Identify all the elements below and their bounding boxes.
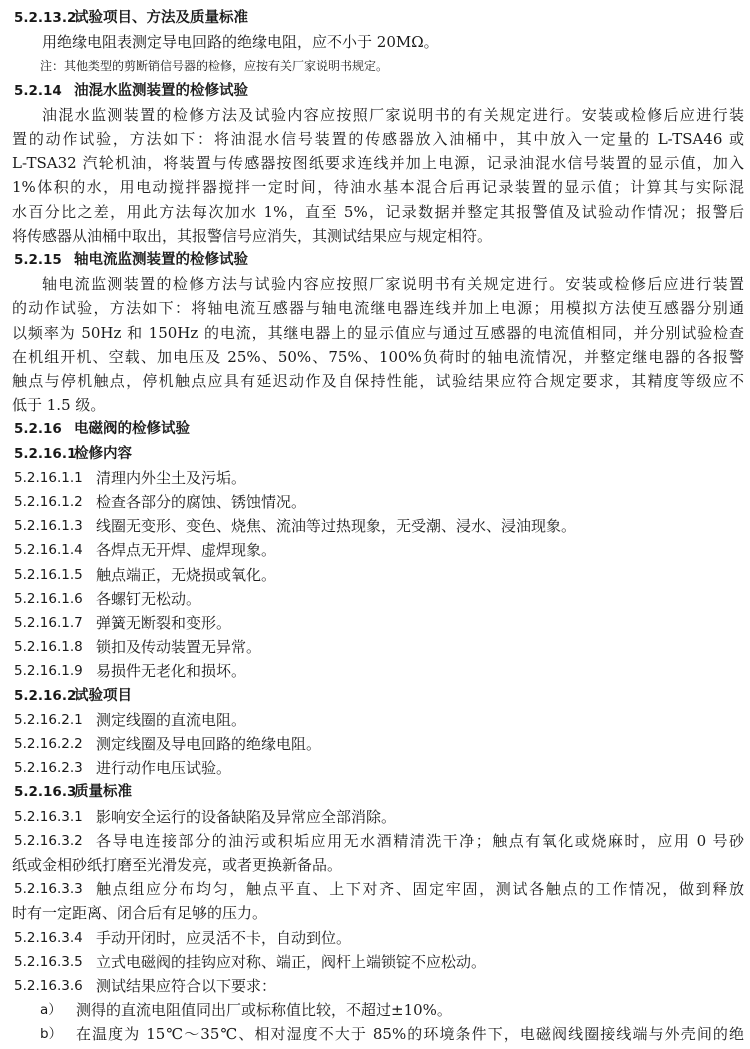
- line-p: [0, 151, 750, 175]
- item-text: 线圈无变形、变色、烧焦、流油等过热现象，无受潮、浸水、浸油现象。: [96, 517, 577, 536]
- line-i: [0, 756, 750, 780]
- item-text: 锁扣及传动装置无异常。: [96, 638, 262, 657]
- line-i: [0, 708, 750, 732]
- item-number: 5.2.16.1.3: [14, 518, 83, 535]
- line-a: [0, 1022, 750, 1046]
- line-i: [0, 538, 750, 562]
- item-number: 5.2.16.1.6: [14, 590, 83, 607]
- line-p: [0, 901, 750, 925]
- line-i: [0, 490, 750, 514]
- paragraph-text: 1%体积的水，用电动搅拌器搅拌一定时间，待油水基本混合后再记录装置的显示值；计算其与实际混: [12, 178, 744, 197]
- line-i: [0, 514, 750, 538]
- list-letter: a）: [40, 1002, 62, 1019]
- item-number: 5.2.16.3.6: [14, 978, 83, 994]
- item-number: 5.2.16.1.2: [14, 494, 83, 510]
- line-i: [0, 974, 750, 998]
- line-i: [0, 635, 750, 659]
- line-n: [0, 54, 750, 78]
- item-number: 5.2.16.3.4: [14, 929, 83, 946]
- item-text: 测试结果应符合以下要求：: [96, 977, 277, 995]
- item-number: 5.2.16.3.3: [14, 881, 83, 898]
- line-h: [0, 684, 750, 708]
- item-text: 弹簧无断裂和变形。: [96, 614, 232, 632]
- line-i: [0, 829, 750, 853]
- item-number: 5.2.16.1.7: [14, 615, 83, 631]
- line-i: [0, 732, 750, 756]
- section-number: 5.2.16.3: [14, 784, 77, 801]
- section-number: 5.2.16: [14, 421, 62, 438]
- line-h: [0, 780, 750, 804]
- item-text: 触点组应分布均匀，触点平直、上下对齐、固定牢固，测试各触点的工作情况，做到释放: [96, 880, 744, 899]
- line-h: [0, 248, 750, 272]
- paragraph-text: 的动作试验，方法如下：将轴电流互感器与轴电流继电器连线并加上电源；用模拟方法使互感器分别通: [12, 299, 744, 318]
- section-title: 油混水监测装置的检修试验: [74, 82, 248, 99]
- line-p: [0, 175, 750, 199]
- line-a: [0, 998, 750, 1022]
- item-number: 5.2.16.1.1: [14, 469, 83, 486]
- note-text: 注：其他类型的剪断销信号器的检修，应按有关厂家说明书规定。: [40, 59, 389, 74]
- section-title: 质量标准: [74, 784, 132, 801]
- item-text: 在温度为 15℃～35℃、相对湿度不大于 85%的环境条件下，电磁阀线圈接线端与外壳间的绝: [76, 1025, 744, 1044]
- line-p: [0, 127, 750, 151]
- paragraph-text: L-TSA32 汽轮机油，将装置与传感器按图纸要求连线并加上电源，记录油混水信号装置的显示值，加入: [12, 154, 744, 173]
- paragraph-text: 触点与停机触点，停机触点应具有延迟动作及自保持性能，试验结果应符合规定要求，其精度等级应不: [12, 372, 744, 390]
- item-number: 5.2.16.1.9: [14, 663, 83, 680]
- item-number: 5.2.16.1.8: [14, 639, 83, 656]
- line-i: [0, 877, 750, 901]
- line-p: [0, 345, 750, 369]
- paragraph-text: 置的动作试验，方法如下：将油混水信号装置的传感器放入油桶中，其中放入一定量的 L-TSA46 或: [12, 130, 744, 148]
- list-letter: b）: [40, 1026, 63, 1043]
- item-number: 5.2.16.3.2: [14, 832, 83, 849]
- paragraph-text: 时有一定距离、闭合后有足够的压力。: [12, 904, 268, 923]
- line-i: [0, 563, 750, 587]
- item-number: 5.2.16.3.5: [14, 953, 83, 970]
- line-p: [0, 393, 750, 417]
- item-number: 5.2.16.2.3: [14, 760, 83, 777]
- item-text: 测得的直流电阻值同出厂或标称值比较，不超过±10%。: [76, 1001, 452, 1020]
- section-title: 电磁阀的检修试验: [74, 421, 190, 438]
- line-p: [0, 321, 750, 345]
- paragraph-text: 油混水监测装置的检修方法及试验内容应按照厂家说明书的有关规定进行。安装或检修后应进行装: [42, 105, 744, 124]
- paragraph-text: 低于 1.5 级。: [12, 396, 106, 415]
- line-i: [0, 950, 750, 974]
- item-number: 5.2.16.2.2: [14, 736, 83, 752]
- line-p: [0, 853, 750, 877]
- item-text: 清理内外尘土及污垢。: [96, 468, 247, 487]
- line-p: [0, 224, 750, 248]
- line-i: [0, 611, 750, 635]
- line-i: [0, 587, 750, 611]
- line-i: [0, 659, 750, 683]
- section-number: 5.2.16.1: [14, 445, 77, 462]
- section-title: 轴电流监测装置的检修试验: [74, 252, 248, 268]
- section-title: 试验项目、方法及质量标准: [74, 10, 248, 26]
- paragraph-text: 用绝缘电阻表测定导电回路的绝缘电阻，应不小于 20MΩ。: [42, 33, 439, 52]
- item-text: 各螺钉无松动。: [96, 589, 202, 608]
- line-i: [0, 805, 750, 829]
- item-text: 手动开闭时，应灵活不卡，自动到位。: [96, 928, 352, 947]
- section-number: 5.2.15: [14, 252, 62, 268]
- line-h: [0, 79, 750, 103]
- item-text: 易损件无老化和损坏。: [96, 662, 247, 681]
- item-number: 5.2.16.3.1: [14, 808, 83, 825]
- section-number: 5.2.13.2: [14, 10, 77, 26]
- line-i: [0, 466, 750, 490]
- line-p: [0, 30, 750, 54]
- paragraph-text: 水百分比之差，用此方法每次加水 1%，直至 5%，记录数据并整定其报警值及试验动作情况；报警后: [12, 202, 744, 221]
- line-h: [0, 6, 750, 30]
- section-title: 检修内容: [74, 445, 132, 462]
- paragraph-text: 在机组开机、空载、加电压及 25%、50%、75%、100%负荷时的轴电流情况，并整定继电器的各报警: [12, 347, 744, 366]
- line-h: [0, 417, 750, 441]
- paragraph-text: 轴电流监测装置的检修方法与试验内容应按照厂家说明书有关规定进行。安装或检修后应进行装置: [42, 275, 744, 294]
- line-p: [0, 272, 750, 296]
- item-text: 各焊点无开焊、虚焊现象。: [96, 541, 277, 560]
- item-number: 5.2.16.1.4: [14, 542, 83, 559]
- section-number: 5.2.16.2: [14, 687, 77, 704]
- paragraph-text: 以频率为 50Hz 和 150Hz 的电流，其继电器上的显示值应与通过互感器的电流值相同，并分别试验检查: [12, 323, 744, 342]
- paragraph-text: 将传感器从油桶中取出，其报警信号应消失，其测试结果应与规定相符。: [12, 226, 493, 245]
- line-p: [0, 369, 750, 393]
- line-h: [0, 442, 750, 466]
- item-text: 立式电磁阀的挂钩应对称、端正，阀杆上端锁锭不应松动。: [96, 952, 487, 971]
- section-title: 试验项目: [74, 687, 132, 704]
- item-text: 检查各部分的腐蚀、锈蚀情况。: [96, 493, 307, 511]
- section-number: 5.2.14: [14, 82, 62, 99]
- item-text: 触点端正，无烧损或氧化。: [96, 565, 277, 584]
- item-number: 5.2.16.1.5: [14, 566, 83, 583]
- item-text: 影响安全运行的设备缺陷及异常应全部消除。: [96, 807, 397, 826]
- line-p: [0, 103, 750, 127]
- item-text: 各导电连接部分的油污或积垢应用无水酒精清洗干净；触点有氧化或烧麻时，应用 0 号砂: [96, 831, 744, 850]
- line-i: [0, 926, 750, 950]
- item-number: 5.2.16.2.1: [14, 711, 83, 728]
- line-p: [0, 200, 750, 224]
- item-text: 进行动作电压试验。: [96, 759, 232, 778]
- line-p: [0, 296, 750, 320]
- paragraph-text: 纸或金相砂纸打磨至光滑发亮，或者更换新备品。: [12, 856, 343, 874]
- item-text: 测定线圈的直流电阻。: [96, 710, 247, 729]
- item-text: 测定线圈及导电回路的绝缘电阻。: [96, 735, 322, 753]
